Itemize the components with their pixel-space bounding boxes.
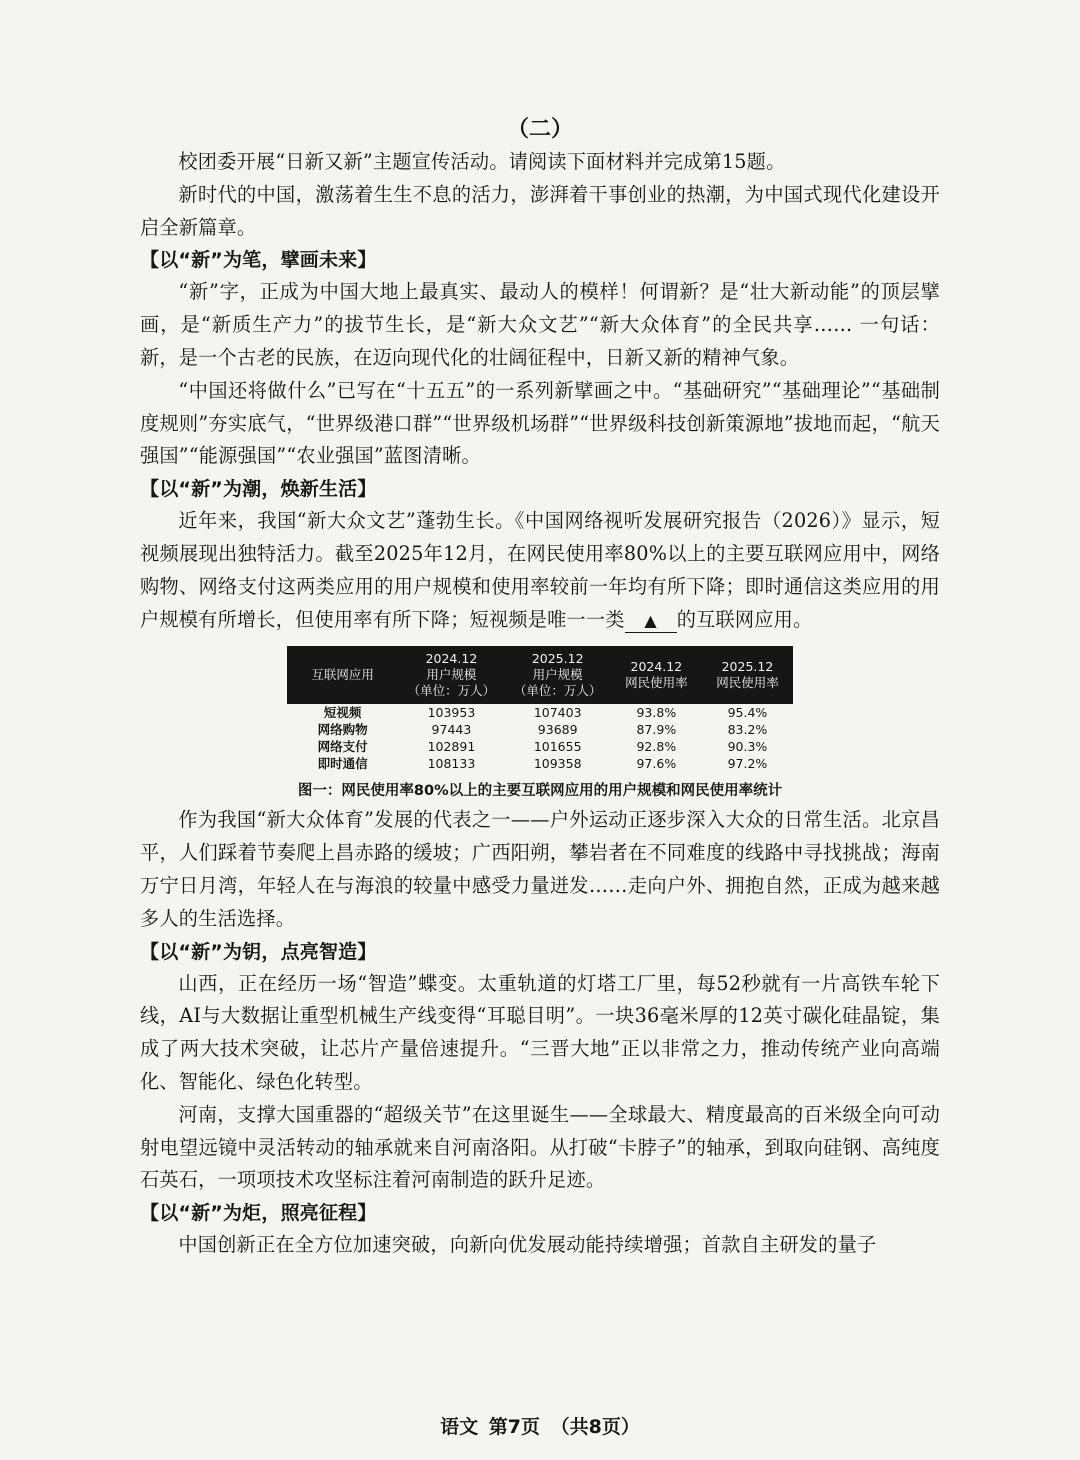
table-cell: 108133 <box>427 756 476 772</box>
paragraph-7: 河南，支撑大国重器的“超级关节”在这里诞生——全球最大、精度最高的百米级全向可动射电望远镜中灵活转动的轴承就来自河南洛阳。从打破“卡脖子”的轴承，到取向硅钢、高纯度石英石，一项项技术攻坚标注着河南制造的跃升足迹。 <box>140 1102 940 1192</box>
section-title: （二） <box>506 116 573 142</box>
table-cell: 92.8% <box>636 739 677 755</box>
section-heading-2: 【以“新”为潮，焕新生活】 <box>140 478 377 501</box>
table-cell: 83.2% <box>727 722 768 738</box>
table-header-cell: 2025.12 用户规模 （单位：万人） <box>513 651 602 699</box>
paragraph-4-text-before: 近年来，我国“新大众文艺”蓬勃生长。《中国网络视听发展研究报告（2026）》显示，短视频展现出独特活力。截至2025年12月，在网民使用率80%以上的主要互联网应用中，网络购物、网络支付这两类应用的用户规模和使用率较前一年均有所下降；即时通信这类应用的用户规模有所增长，但使用率有所下降；短视频是唯一一类 <box>140 509 940 631</box>
table-cell: 即时通信 <box>317 756 368 772</box>
table-header-cell: 2024.12 用户规模 （单位：万人） <box>407 651 496 699</box>
paragraph-3: “中国还将做什么”已写在“十五五”的一系列新擘画之中。“基础研究”“基础理论”“基础制度规则”夯实底气，“世界级港口群”“世界级机场群”“世界级科技创新策源地”拔地而起，“航天强国”“能源强国”“农业强国”蓝图清晰。 <box>140 378 940 468</box>
paragraph-2: “新”字，正成为中国大地上最真实、最动人的模样！何谓新？是“壮大新动能”的顶层擘画，是“新质生产力”的拔节生长，是“新大众文艺”“新大众体育”的全民共享…… 一句话：新，是一个古老的民族，在迈向现代化的壮阔征程中，日新又新的精神气象。 <box>140 280 940 369</box>
table-cell: 97443 <box>431 722 472 738</box>
table-caption: 图一：网民使用率80%以上的主要互联网应用的用户规模和网民使用率统计 <box>297 783 783 800</box>
section-heading-3: 【以“新”为钥，点亮智造】 <box>140 940 377 963</box>
table-cell: 93.8% <box>636 705 677 721</box>
table-header-cell: 互联网应用 <box>311 667 374 683</box>
table-row <box>287 704 793 721</box>
paragraph-6: 山西，正在经历一场“智造”蝶变。太重轨道的灯塔工厂里，每52秒就有一片高铁车轮下线，AI与大数据让重型机械生产线变得“耳聪目明”。一块36毫米厚的12英寸碳化硅晶锭，集成了两大技术突破，让芯片产量倍速提升。“三晋大地”正以非常之力，推动传统产业向高端化、智能化、绿色化转型。 <box>140 971 940 1093</box>
page-footer: 语文 第7页 （共8页） <box>440 1416 640 1438</box>
page-content <box>140 114 940 1262</box>
intro-paragraph: 校团委开展“日新又新”主题宣传活动。请阅读下面材料并完成第15题。 <box>178 150 786 173</box>
section-heading-1: 【以“新”为笔，擘画未来】 <box>140 249 377 272</box>
table-cell: 103953 <box>427 705 476 721</box>
section-heading-4: 【以“新”为炬，照亮征程】 <box>140 1202 377 1225</box>
table-cell: 97.6% <box>636 756 677 772</box>
paragraph-1: 新时代的中国，激荡着生生不息的活力，澎湃着干事创业的热潮，为中国式现代化建设开启全新篇章。 <box>140 182 940 239</box>
table-cell: 109358 <box>533 756 582 772</box>
table-cell: 网络支付 <box>317 739 368 755</box>
table-cell: 97.2% <box>727 756 768 772</box>
blank-triangle-icon: ▲ <box>644 610 657 630</box>
answer-blank <box>625 609 677 633</box>
table-header-cell: 2024.12 网民使用率 <box>625 659 688 691</box>
table-container <box>140 646 940 772</box>
table-cell: 107403 <box>533 705 582 721</box>
table-header-row <box>287 646 793 704</box>
paragraph-4-text-after: 的互联网应用。 <box>676 607 813 631</box>
internet-app-stats-table <box>287 646 793 772</box>
table-cell: 短视频 <box>323 705 362 721</box>
table-row <box>287 721 793 738</box>
table-row <box>287 755 793 772</box>
paragraph-5: 作为我国“新大众体育”发展的代表之一——户外运动正逐步深入大众的日常生活。北京昌平，人们踩着节奏爬上昌赤路的缓坡；广西阳朔，攀岩者在不同难度的线路中寻找挑战；海南万宁日月湾，年轻人在与海浪的较量中感受力量迸发……走向户外、拥抱自然，正成为越来越多人的生活选择。 <box>140 808 940 930</box>
table-cell: 95.4% <box>727 705 768 721</box>
table-cell: 102891 <box>427 739 476 755</box>
table-cell: 90.3% <box>727 739 768 755</box>
paragraph-4 <box>140 505 940 636</box>
paragraph-8: 中国创新正在全方位加速突破，向新向优发展动能持续增强；首款自主研发的量子 <box>178 1233 877 1257</box>
table-cell: 101655 <box>533 739 582 755</box>
table-cell: 87.9% <box>636 722 677 738</box>
table-cell: 93689 <box>537 722 578 738</box>
table-header-cell: 2025.12 网民使用率 <box>716 659 779 691</box>
table-cell: 网络购物 <box>317 722 368 738</box>
table-row <box>287 738 793 755</box>
